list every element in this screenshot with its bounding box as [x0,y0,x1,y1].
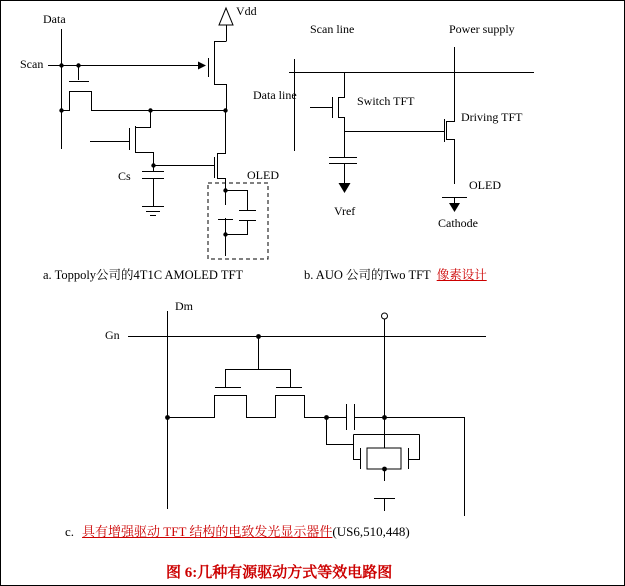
label-scan: Scan [20,57,44,71]
oled-diode-symbol [218,190,233,256]
label-scan-line: Scan line [310,22,355,36]
label-oled-b: OLED [469,178,501,192]
terminal-circle-icon [382,313,388,319]
caption-c-red: 具有增强驱动 TFT 结构的电致发光显示器件 [82,524,333,539]
capacitor-symbol [347,404,355,430]
label-data-line: Data line [253,88,297,102]
label-switch-tft: Switch TFT [357,94,415,108]
power-line-wire [447,47,455,184]
figure-title: 图 6:几种有源驱动方式等效电路图 [166,565,393,581]
capacitor-symbol [329,158,357,184]
dual-transistor-structure [354,435,420,470]
label-cs: Cs [118,169,131,183]
label-gn: Gn [105,328,120,342]
label-driving-tft: Driving TFT [461,110,523,124]
label-dm: Dm [175,299,193,313]
vref-arrowhead-icon [339,183,351,193]
vdd-symbol [219,8,233,25]
transistor-channel [215,42,227,111]
cathode-arrowhead-icon [449,203,460,212]
circuit-c-diagram [128,311,486,516]
label-vref: Vref [334,204,356,218]
caption-c-patent: (US6,510,448) [332,524,410,539]
caption-c [65,521,410,540]
transistor-channel [62,92,226,111]
diode-symbol [374,469,395,511]
junction-dots [59,63,227,236]
caption-b-black: b. AUO 公司的Two TFT [304,268,431,282]
label-data: Data [43,12,66,26]
label-vdd: Vdd [236,4,257,18]
caption-b [304,265,487,283]
transistor-channel [168,396,347,418]
transistor-channel [218,111,226,191]
label-power-supply: Power supply [449,22,515,36]
caption-b-red: 像素设计 [436,268,487,282]
transistor-channel [339,73,345,158]
oled-capacitance-symbol [226,191,257,235]
ground-symbol [142,207,164,216]
caption-a: a. Toppoly公司的4T1C AMOLED TFT [43,268,244,282]
caption-c-prefix: c. [65,524,75,539]
scan-arrowhead-icon [198,62,206,70]
storage-capacitor-symbol [142,166,164,207]
label-cathode: Cathode [438,216,478,230]
circuit-schematic-svg [1,1,625,586]
oled-diode-symbol [442,184,467,203]
oled-dashed-box [208,183,268,259]
label-oled-a: OLED [247,168,279,182]
circuit-a-diagram [48,8,268,259]
